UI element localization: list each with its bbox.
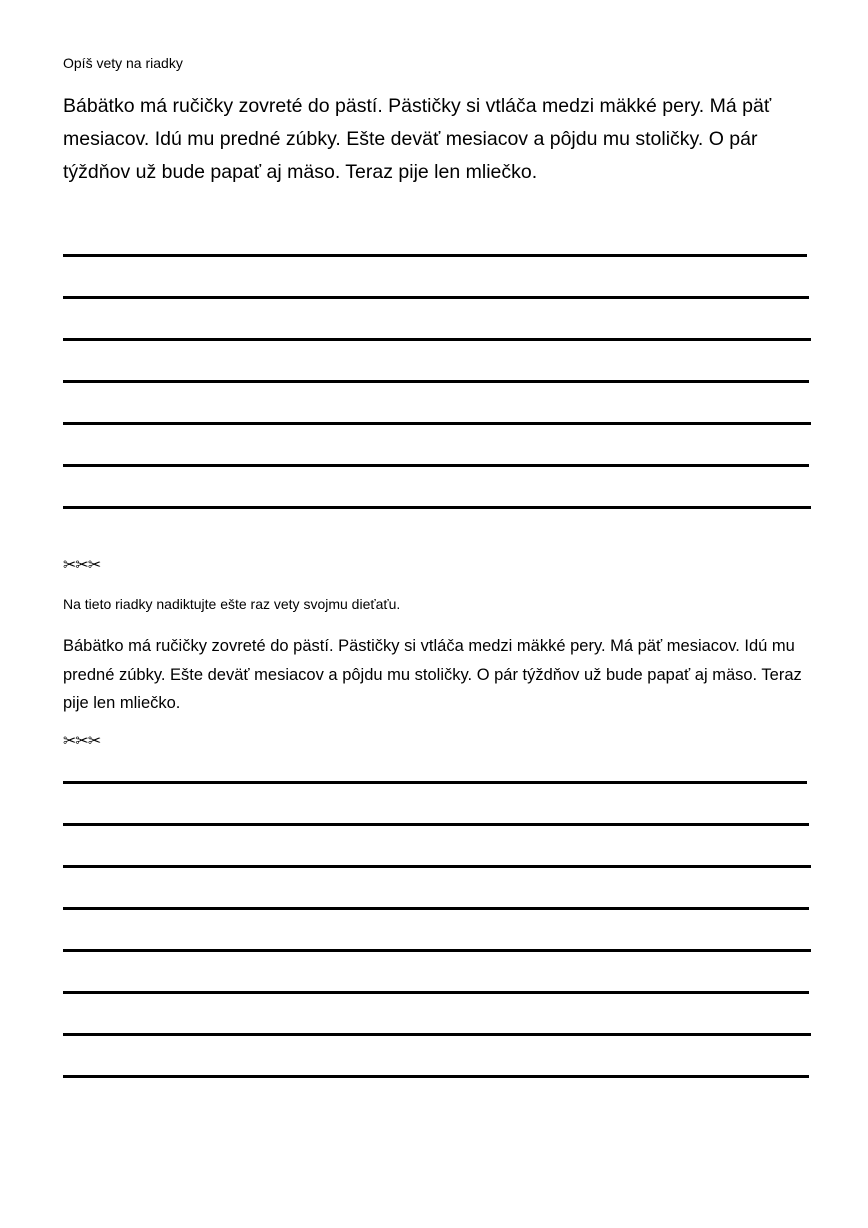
writing-line: [63, 1033, 811, 1036]
scissors-icon: ✂✂✂: [63, 733, 101, 750]
writing-line: [63, 823, 809, 826]
writing-line: [63, 781, 807, 784]
writing-line: [63, 338, 811, 341]
writing-line: [63, 907, 809, 910]
writing-line: [63, 991, 809, 994]
writing-line: [63, 422, 811, 425]
writing-line: [63, 506, 811, 509]
writing-line: [63, 254, 807, 257]
writing-line: [63, 380, 809, 383]
writing-line: [63, 865, 811, 868]
scissors-icon: ✂✂✂: [63, 557, 101, 574]
writing-line: [63, 949, 811, 952]
copy-paragraph: Bábätko má ručičky zovreté do pästí. Pästičky si vtláča medzi mäkké pery. Má päť mesiacov. Idú mu predné zúbky. Ešte deväť mesiacov a pôjdu mu stoličky. O pár týždňov už bude papať aj mäso. Teraz pije len mliečko.: [63, 95, 772, 183]
dictation-instruction: Na tieto riadky nadiktujte ešte raz vety svojmu dieťaťu.: [63, 596, 401, 612]
writing-line: [63, 1075, 809, 1078]
copy-instruction: Opíš vety na riadky: [63, 55, 183, 71]
writing-line: [63, 296, 809, 299]
writing-line: [63, 464, 809, 467]
dictation-paragraph: Bábätko má ručičky zovreté do pästí. Pästičky si vtláča medzi mäkké pery. Má päť mesiacov. Idú mu predné zúbky. Ešte deväť mesiacov a pôjdu mu stoličky. O pár týždňov už bude papať aj mäso. Teraz pije len mliečko.: [63, 637, 802, 712]
